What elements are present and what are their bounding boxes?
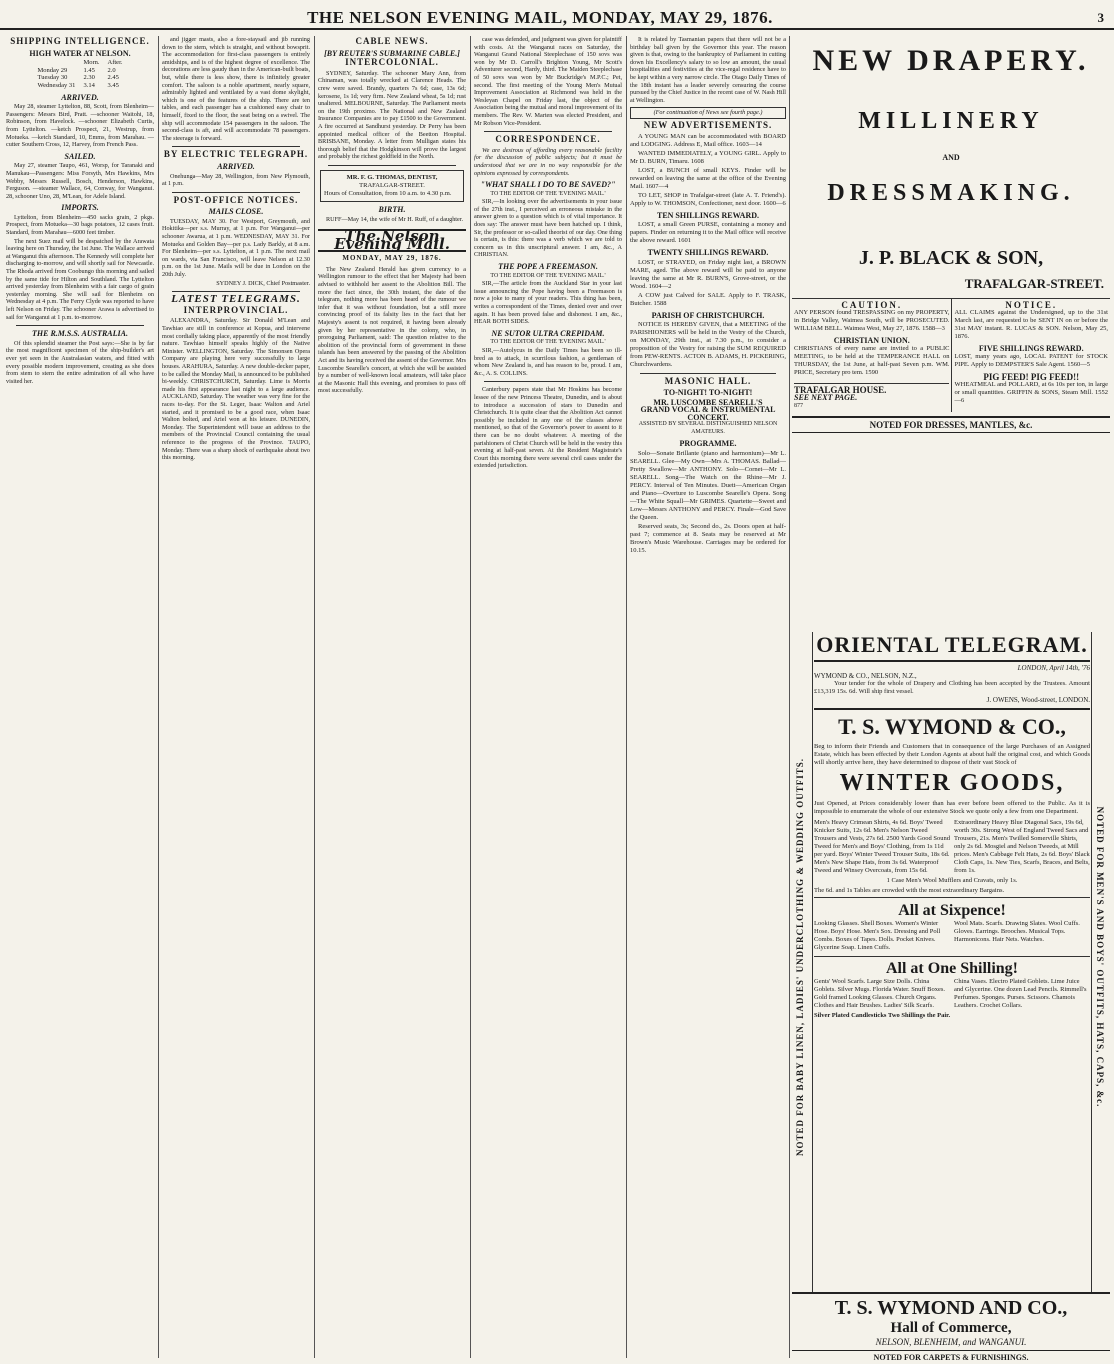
candlesticks-note: Silver Plated Candlesticks Two Shillings the Pair.	[814, 1012, 951, 1019]
shipping-heading: SHIPPING INTELLIGENCE.	[10, 36, 150, 46]
local-news-text: It is related by Tasmanian papers that there will not be a birthday ball given by the Governor this year. The reason given is that, owing to the bankruptcy of Parliament in cutting down his Excellency's salary to so low an amount, the usual hospitalities and festivities at the vice-regal residence have to be kept within a very narrow circle. The Otago Daily Times of the 18th instant has a leader severely censuring the course pursued by the Chief Justice in the recent case of W. Nash Hill at Wellington.	[630, 36, 786, 104]
wymond-intro: Beg to inform their Friends and Customers that in consequence of the large Purchases of an Assigned Estate, which has been effected by their London Agents at about half the original cost, and which Goods will shortly arrive here, they have determined to dispose of their vast Stock of	[814, 743, 1090, 766]
clothing-price-list	[814, 819, 1090, 875]
caution-ad	[792, 299, 952, 412]
post-office-heading: POST-OFFICE NOTICES.	[173, 194, 299, 205]
imports-text: Lyttelton, from Blenheim—450 sacks grain, 2 pkgs. Prospect, from Motueka—30 bags potatoes, 12 cases fruit. Standard, from Marahau—6000 feet timber.	[6, 213, 154, 237]
programme-text: Solo—Sonate Brillante (piano and harmonium)—Mr L. SEARELL. Glee—My Own—Mrs A. THOMAS. Ballad—Pretty Swallow—Mr ANTHONY. Solo—Cornet—Mr L. SEARELL. Song—The Watch on the Rhine—Mr J. PERCY. Interval of Ten Minutes. Duett—American Organ and Piano—Overture to Luscombe Searelle's Opera. Song—The White Squall—Mr GRIMES. Quartette—Sweet and Low—Messrs ANTHONY and PERCY. Finale—God Save the Queen.	[630, 450, 786, 522]
programme-heading: PROGRAMME.	[679, 439, 737, 449]
page-number: 3	[1097, 10, 1104, 25]
divider	[484, 131, 612, 132]
tide-cell: 3.14	[83, 81, 95, 89]
letter-address: TO THE EDITOR OF THE 'EVENING MAIL.'	[490, 190, 606, 197]
dentist-hours: Hours of Consultation, from 10 a.m. to 4.30 p.m.	[324, 189, 452, 197]
shilling-list-right: China Vases. Electro Plated Goblets. Lime Juice and Glycerine. One dozen Lead Pencils. Rimmell's Perfumes. Sponges. Purses. Scissors. Chamois Leathers. Crochet Collars.	[954, 978, 1087, 1009]
tide-cell: 1.45	[83, 66, 95, 74]
millinery-headline: MILLINERY	[858, 108, 1044, 134]
letter-text: SIR,—Autolycus in the Daily Times has been so ill-bred as to attack, in scurrilous fashion, a gentleman of whom New Zealand is, and has reason to be, proud. I am, &c., A. S. COLLINS.	[474, 346, 622, 377]
sixpence-list	[814, 920, 1090, 952]
notice-row	[792, 298, 1110, 412]
caution-heading: CAUTION.	[841, 300, 903, 310]
imports-heading: IMPORTS.	[61, 203, 99, 213]
christian-union-text: CHRISTIANS of every name are invited to a PUBLIC MEETING, to be held at the TEMPERANCE HALL on THURSDAY, the 1st June, at half-past Seven p.m. WM. PRICE, Secretary pro tem. 1590	[794, 345, 950, 376]
tide-cell: 2.0	[107, 66, 116, 74]
tide-header-cell	[34, 59, 80, 67]
rmss-text: Of this splendid steamer the Post says:—She is by far the most magnificent specimen of the ship-builder's art ever yet seen in the Australasian waters, and fitted with every possible modern improvement, creating as she does from stem to stern the entire admiration of all who have visited her.	[6, 339, 154, 385]
wymond-footer-name: T. S. WYMOND AND CO.,	[834, 1297, 1068, 1319]
shilling-headline: All at One Shilling!	[814, 956, 1090, 978]
masthead-title: THE NELSON EVENING MAIL, MONDAY, MAY 29, 1876.	[307, 8, 773, 27]
correspondence-heading: CORRESPONDENCE.	[495, 134, 601, 145]
intercolonial-heading: INTERCOLONIAL.	[345, 57, 439, 68]
trafalgar-house-text: SEE NEXT PAGE.	[794, 393, 858, 402]
tide-table	[34, 59, 127, 89]
masthead	[0, 6, 1114, 30]
tide-header-cell: After.	[107, 59, 123, 67]
column-3	[318, 36, 466, 1358]
wymond-footer	[792, 1292, 1110, 1362]
parish-heading: PARISH OF CHRISTCHURCH.	[651, 310, 765, 320]
cable-source: [BY REUTER'S SUBMARINE CABLE.]	[324, 48, 460, 58]
high-water-heading: HIGH WATER AT NELSON.	[29, 48, 131, 58]
parish-notice: NOTICE IS HEREBY GIVEN, that a MEETING of the PARISHIONERS will be held in the Vestry of the Church, on MONDAY, 29th inst., at 7.30 p.m., to consider a proposition of the Vestry for raising the SUM REQUIRED from PEW-RENTS. ACTON B. ADAMS, H. PICKERING, Churchwardens.	[630, 321, 786, 369]
sixpence-list-left: Looking Glasses. Shell Boxes. Women's Winter Hose. Boys' Hose. Men's Sox. Dressing and Poll Combs. Boxes of Tapes. Dolls. Pocket Knives. Glycerine Soap. Linen Cuffs.	[814, 920, 941, 951]
letter-heading: "WHAT SHALL I DO TO BE SAVED?"	[480, 180, 616, 190]
column-divider	[158, 36, 159, 1358]
hall-of-commerce: Hall of Commerce,	[890, 1320, 1012, 1336]
classified-ad: TO LET, SHOP in Trafalgar-street (late A. T. Friend's). Apply to W. THOMSON, Confectioner, next door. 1600—6	[630, 191, 786, 207]
wymond-headline: T. S. WYMOND & CO.,	[814, 708, 1090, 740]
tide-cell: Tuesday 30	[37, 74, 68, 82]
shipping-news-text: The next Suez mail will be despatched by the Arawata leaving here on Thursday, the 1st June. The Wallace arrived at Wanganui this afternoon. The Kennedy will complete her discharging to-morrow, and will shortly sail for Newcastle. The Rhoda arrived from Coobungo this morning and sailed by the same tide for Hilton and Southland. The Lyttelton arrived yesterday from Blenheim with a fair cargo of grain yesterday morning. She will sail for Blenheim on Wednesday at 4 p.m. The Ferry Clyde was reported to have left Nelson on Friday. The schooner Arawa is advertised to sail for Wanganui at 1 p.m. to-morrow.	[6, 237, 154, 321]
mufflers-note: 1 Case Men's Wool Mufflers and Cravats, only 1s.	[886, 877, 1018, 884]
new-drapery-headline: NEW DRAPERY.	[812, 44, 1090, 77]
wymond-ad	[814, 632, 1090, 1020]
reward-heading: TWENTY SHILLINGS REWARD.	[647, 248, 769, 258]
wheatmeal-text: WHEATMEAL and POLLARD, at 6s 10s per ton, in large or small quantities. GRIFFIN & SONS, Steam Mill. 1552—6	[954, 381, 1108, 404]
dentist-name: MR. F. G. THOMAS, DENTIST,	[346, 173, 438, 181]
shilling-list-left: Gents' Wool Scarfs. Large Size Dolls. China Goblets. Silver Mugs. Florida Water. Snuff Boxes. Gold framed Looking Glasses. Church Organs. Clothes and Hair Brushes. Ladies' Silk Scarfs.	[814, 978, 946, 1009]
sixpence-list-right: Wool Mats. Scarfs. Drawing Slates. Wool Cuffs. Gloves. Earrings. Brooches. Musical Tops. Harmonicons. Hair Nets. Watches.	[954, 920, 1080, 943]
concert-title: GRAND VOCAL & INSTRUMENTAL CONCERT.	[640, 405, 776, 422]
noted-carpets-banner: NOTED FOR CARPETS & FURNISHINGS.	[792, 1350, 1110, 1362]
classified-ad: A COW just Calved for SALE. Apply to F. TRASK, Butcher. 1588	[630, 291, 786, 307]
editorial-text: The New Zealand Herald has given currency to a Wellington rumour to the effect that her Majesty had been advised to withhold her assent to the Abolition Bill. The more the fact since, the 30th instant, the date of the telegram, nothing more has been heard of the rumour we infer that it was without foundation, but a still more convincing proof of its falsity lies in the fact that her Majesty's assent is not required, it having been already given by her representative in the colony, who, in proroguing Parliament, said: The question relative to the abolition of the provincial form of government in these islands has been answered by the passing of the Abolition Act and its having received the assent of the Governor. Mrs Luscombe Searelle's concert, at which she will be assisted by a number of well-known local amateurs, will take place at the Masonic Hall this evening, and promises to pass off most successfully.	[318, 265, 466, 395]
right-side-banner	[1091, 632, 1110, 1292]
tide-header-cell: Morn.	[83, 59, 100, 67]
column-4	[474, 36, 622, 1358]
left-side-banner	[792, 632, 813, 1292]
column-divider	[789, 36, 790, 1358]
shilling-list	[814, 978, 1090, 1010]
letter-heading: THE POPE A FREEMASON.	[498, 262, 598, 272]
winter-goods-headline: WINTER GOODS,	[839, 770, 1065, 796]
programme-footer: Reserved seats, 3s; Second do., 2s. Doors open at half-past 7; commence at 8. Seats may be reserved at Mr Brown's Music Warehouse. Carriages may be ordered for 10.15.	[630, 523, 786, 555]
divider	[484, 381, 612, 382]
letter-heading: NE SUTOR ULTRA CREPIDAM.	[491, 328, 605, 338]
telegram-signature: J. OWENS, Wood-street, LONDON.	[986, 696, 1090, 704]
tide-cell: Monday 29	[37, 66, 68, 74]
classified-ad: LOST, a BUNCH of small KEYS. Finder will be rewarded on leaving the same at the office of the Evening Mail. 1607—4	[630, 166, 786, 190]
tide-cell: Wednesday 31	[37, 81, 76, 89]
rmss-heading: THE R.M.S.S. AUSTRALIA.	[32, 329, 128, 339]
tide-cell: 2.30	[83, 74, 95, 82]
oriental-telegram-headline: ORIENTAL TELEGRAM.	[814, 632, 1090, 662]
telegram-date: LONDON, April 14th, '76	[1017, 664, 1090, 672]
winter-goods-note: Just Opened, at Prices considerably lower than has ever before been offered to the Public. As it is impossible to enumerate the whole of our extensive Stock we quote only a few from one Department.	[814, 800, 1090, 815]
classified-ad: LOST, or STRAYED, on Friday night last, a BROWN MARE, aged. The above reward will be paid to anyone leaving the same at Mr R. BURN'S, Grove-street, or the Wood. 1604—2	[630, 258, 786, 290]
correspondence-note: We are desirous of affording every reasonable facility for the discussion of public subjects; but it must be understood that we are in no way responsible for the opinions expressed by correspondents.	[474, 146, 622, 177]
notice-heading: NOTICE.	[1005, 300, 1058, 310]
divider	[172, 291, 300, 292]
divider	[328, 165, 456, 166]
classified-ad: LOST, a small Green PURSE, containing a money and papers. Finder on returning it to the Mail office will receive the above reward. 1601	[630, 221, 786, 245]
concert-performer: MR. LUSCOMBE SEARELL'S	[653, 397, 763, 407]
arrived-heading: ARRIVED.	[61, 92, 99, 102]
column-divider	[314, 36, 315, 1358]
postmaster-signature: SYDNEY J. DICK, Chief Postmaster.	[216, 279, 310, 287]
tide-cell: 3.45	[107, 81, 119, 89]
bargain-tables-note: The 6d. and 1s Tables are crowded with the most extraordinary Bargains.	[814, 887, 1090, 898]
local-news-text: case was defended, and judgment was given for plaintiff with costs. At the Wanganui races on Saturday, the Wanganui Grand National Steeplechase of 150 sovs was won by Mr D. Carroll's Brighton Young, Mr Scott's Adventurer second, Hardy, third. The Maiden Steeplechase of 50 sovs was won by Mr Buckridge's M.P.C.; Pet, second. The first meeting of the Young Men's Mutual Improvement Association at Richmond was held in the Wesleyan Chapel on Friday last, the object of the Association being the mutual and moral improvement of its members. The Rev. W. Marten was elected President, and Mr Robson Vice-President.	[474, 36, 622, 127]
five-shillings-heading: FIVE SHILLINGS REWARD.	[978, 344, 1084, 353]
column-5	[630, 36, 786, 1358]
side-banner-text: NOTED FOR MEN'S AND BOYS' OUTFITS, HATS, CAPS, &c.	[1095, 806, 1105, 1108]
clothing-list-left: Men's Heavy Crimean Shirts, 4s 6d. Boys' Tweed Knicker Suits, 12s 6d. Men's Nelson Tweed Trousers and Vests, 27s 6d. 2500 Yards Good Sound Tweed for Men's and Boys' Clothing, from 1s 11d per yard. Boys' Winter Tweed Trouser Suits, 18s 6d. Men's New Shape Hats, from 3s 6d. Waterproof Tweed and Winsey Overcoats, from 15s 6d.	[814, 819, 950, 874]
telegram-recipient: WYMOND & CO., NELSON, N.Z.,	[814, 672, 917, 680]
divider	[172, 192, 300, 193]
new-advertisements-heading: NEW ADVERTISEMENTS.	[643, 119, 773, 130]
notice-ad	[952, 299, 1110, 412]
letter-address: TO THE EDITOR OF THE 'EVENING MAIL.'	[490, 272, 606, 279]
dentist-address: TRAFALGAR-STREET.	[359, 181, 425, 189]
telegraph-subheading: ARRIVED.	[217, 161, 255, 171]
sixpence-headline: All at Sixpence!	[898, 902, 1006, 919]
noted-dresses-banner: NOTED FOR DRESSES, MANTLES, &c.	[792, 416, 1110, 433]
dressmaking-headline: DRESSMAKING.	[827, 180, 1075, 206]
birth-text: RUFF—May 14, the wife of Mr H. Ruff, of a daughter.	[326, 215, 464, 223]
column-divider	[470, 36, 471, 1358]
divider	[16, 325, 144, 326]
mails-close-heading: MAILS CLOSE.	[208, 207, 264, 217]
firm-name: J. P. BLACK & SON,	[858, 247, 1044, 269]
drapery-advertisements	[792, 36, 1110, 1362]
continuation-note: (For continuation of News see fourth page.)	[630, 107, 786, 119]
ship-description-text: and jigger masts, also a fore-staysail and jib running down to the stem, which is straight, and without bowsprit. The accommodation for first-class passengers is entirely amidships, and is of the highest degree of excellence. The decorations are less gaudy than in the American-built boats, but, while there is less show, there is infinitely greater comfort. The saloon is a noble apartment, nearly square, admirably lighted and ventilated by a vast dome skylight, which is one of the features of the ship. There are ten tables, and each passenger has a cushioned easy chair to himself, fixed to the floor, the seat being on a swivel. The ship will accommodate 154 passengers in the saloon. The second-class is aft, and will accommodate 78 passengers. The steerage is forward.	[162, 36, 310, 142]
divider	[640, 373, 776, 374]
telegraph-text: Onehunga—May 28, Wellington, from New Plymouth, at 1 p.m.	[162, 172, 310, 188]
latest-telegrams-text: ALEXANDRA, Saturday. Sir Donald M'Lean and Tawhiao are still in conference at Kopua, and intervene most cordially taking place, apparently of the most friendly nature. Tawhiao himself speaks highly of the Native Minister. WELLINGTON, Saturday. The Simonsen Opera Company are playing here very successfully to large houses. ARAHURA, Saturday. A new double-decker paper, to be called the Monday Mail, is announced to be published bi-weekly. CHRISTCHURCH, Saturday. Lime is Morris made his first appearance last night to a large audience. AUCKLAND, Saturday. The weather was very fine for the races to-day. For the St. Leger, Isaac Walton and Ariel started, and it promised to be a good race, when Isaac Walton bolted, and Ariel won at his leisure. DUNEDIN, Monday. The Superintendent will issue an address to the members of the Provincial Council containing the usual reference to the progress of the Province. TAUPO, Monday. There was a sharp shock of earthquake about two this morning.	[162, 317, 310, 462]
firm-street: TRAFALGAR-STREET.	[964, 276, 1104, 291]
letter-text: SIR,—In looking over the advertisements in your issue of the 27th inst., I perceived an erroneous mistake in the answer given to a question which is of vital importance. It does say: The answer must have been hatched up. I think, Sir, the professor or so-called theorist of our day. One thing is certain, is this: there was a verb which we are told to concern us in this unscriptural answer. I am, &c., A CHRISTIAN.	[474, 198, 622, 259]
newspaper-nameplate: The Nelson Evening Mail.	[318, 229, 466, 252]
caution-text: ANY PERSON found TRESPASSING on my PROPERTY, in Bridge Valley, Waimea South, will be PROSECUTED. WILLIAM BELL. Waimea West, May 27, 1876. 1588—3	[794, 309, 950, 332]
birth-heading: BIRTH.	[378, 204, 406, 214]
dentist-ad	[320, 170, 464, 202]
trafalgar-house-heading: TRAFALGAR HOUSE.	[794, 383, 949, 394]
arrived-text: May 28, steamer Lyttelton, 88, Scott, from Blenheim—Passengers: Messrs Bird, Pratt. —schooner Waitohi, 18, Robinson, from Havelock. —schooner Elizabeth Curtis, from Lyttelton. —ketch Prospect, 21, Westrup, from Motueka. —ketch Standard, 10, Emms, from Marahau. —cutter Southern Cross, 12, Harvey, from French Pass.	[6, 103, 154, 149]
letter-address: TO THE EDITOR OF THE 'EVENING MAIL.'	[490, 339, 606, 346]
column-2	[162, 36, 310, 1358]
cable-news-text: SYDNEY, Saturday. The schooner Mary Ann, from Chinaman, was totally wrecked at Clarence Heads. The crew were saved. Brandy, quarters 7s 6d; case, 13s 6d; kerosene, 1s 1d; very firm. New Zealand wheat, 5s 1d; rust unaltered. MELBOURNE, Saturday. The Parliament meets on the 19th proximo. The National and New Zealand Insurance Companies are to pay £1500 to the Government. A fire occurred at Sandhurst yesterday. Dr Perry has been appointed medical officer of the Beetton Hospital. BRISBANE, Monday. A letter from Mulligan states his thorough belief that the Hodgkinson will prove the largest and probably the richest goldfield in the North.	[318, 69, 466, 161]
column-1	[6, 36, 154, 1358]
five-shillings-text: LOST, many years ago, LOCAL PATENT for STOCK PIPE. Apply to DEMPSTER'S Sale Agent. 1560—5	[954, 353, 1108, 368]
column-divider	[626, 36, 627, 1358]
interprovincial-heading: INTERPROVINCIAL.	[183, 304, 289, 315]
telegraph-heading: BY ELECTRIC TELEGRAPH.	[163, 149, 309, 160]
post-office-text: TUESDAY, MAY 30. For Westport, Greymouth, and Hokitika—per s.s. Murray, at 1 p.m. For Wanganui—per schooner Awarua, at 1 p.m. WEDNESDAY, MAY 31. For Motueka and Golden Bay—per p.s. Lady Barkly, at 8 a.m. For Blenheim—per s.s. Lyttelton, at 1 p.m. The next mail on wards, via San Francisco, will leave Nelson at 12.30 p.m. on the 1st June. Mails will be due in London on the 20th July.	[162, 217, 310, 279]
reward-heading: TEN SHILLINGS REWARD.	[656, 210, 760, 220]
tonight-banner: TO-NIGHT! TO-NIGHT!	[663, 387, 753, 397]
classified-ad: A YOUNG MAN can be accommodated with BOARD and LODGING. Address E, Mail office. 1603—14	[630, 132, 786, 148]
and-text: AND	[942, 153, 960, 162]
branch-locations: NELSON, BLENHEIM, and WANGANUI.	[875, 1337, 1027, 1347]
divider	[172, 146, 300, 147]
tide-cell: 2.45	[107, 74, 119, 82]
sailed-text: May 27, steamer Taupo, 461, Worsp, for Taranaki and Manukau—Passengers: Miss Forsyth, Mrs Hawkins, Mrs Webby, Messrs Russell, Bosch, Henderson, Hawkins, Ferguson. —steamer Wallace, 64, Conway, for Wanganui. 28, schooner Uno, 28, M'Lean, for Adele Island.	[6, 162, 154, 200]
latest-telegrams-heading: LATEST TELEGRAMS.	[171, 293, 301, 306]
pig-feed-heading: PIG FEED! PIG FEED!!	[983, 372, 1080, 382]
local-news-text: Canterbury papers state that Mr Hoskins has become lessee of the new Princess Theatre, Dunedin, and is about to introduce a succession of stars to Dunedin and Christchurch. It is quite clear that the Abolition Act cannot possibly be included in any one of the classes above mentioned, so that of the Governor's power to assent to it there can be no doubt whatever. A meeting of the parishioners of Christ Church will be held in the vestry this evening at half-past seven. At the Resident Magistrate's Court this morning there were several civil cases under the extended jurisdiction.	[474, 386, 622, 470]
letter-text: SIR,—The article from the Auckland Star in your last issue announcing the Pope having been a Freemason is now a joke to many of your readers. This thing has been, writes a correspondent of the Times, denied over and over again. It has been proved false and dishonest. I am, &c., HEAR BOTH SIDES.	[474, 280, 622, 326]
notice-text: ALL CLAIMS against the Undersigned, up to the 31st March last, are requested to be SENT IN on or before the 31st MAY instant. R. LUCAS & SON. Nelson, May 25, 1876.	[954, 309, 1108, 340]
christian-union-heading: CHRISTIAN UNION.	[833, 336, 910, 345]
classified-ad: WANTED IMMEDIATELY, a YOUNG GIRL. Apply to Mr D. BURN, Timaru. 1608	[630, 149, 786, 165]
trafalgar-house-number: 877	[794, 403, 803, 409]
clothing-list-right: Extraordinary Heavy Blue Diagonal Sacs, 19s 6d, worth 30s. Strong West of England Tweed Sacs and Trousers, 21s. Men's Twilled Somerville Shirts, only 2s 6d. Mosgiel and Nelson Tweeds, at Mill prices. Men's Cabbage Felt Hats, 2s 6d. Boys' Black Cloth Caps, 1s. New Ties, Scarfs, Braces, and Belts, from 1s.	[954, 819, 1090, 874]
issue-dateline: MONDAY, MAY 29, 1876.	[342, 254, 442, 263]
telegram-body: Your tender for the whole of Drapery and Clothing has been accepted by the Trustees. Amount £13,319 15s. 6d. Will ship first vessel.	[814, 680, 1090, 695]
side-banner-text: NOTED FOR BABY LINEN, LADIES' UNDERCLOTHING & WEDDING OUTFITS.	[795, 757, 805, 1157]
sailed-heading: SAILED.	[64, 151, 96, 161]
cable-news-heading: CABLE NEWS.	[355, 36, 429, 46]
masonic-hall-heading: MASONIC HALL.	[664, 376, 752, 387]
concert-note: ASSISTED BY SEVERAL DISTINGUISHED NELSON AMATEURS.	[638, 421, 778, 435]
